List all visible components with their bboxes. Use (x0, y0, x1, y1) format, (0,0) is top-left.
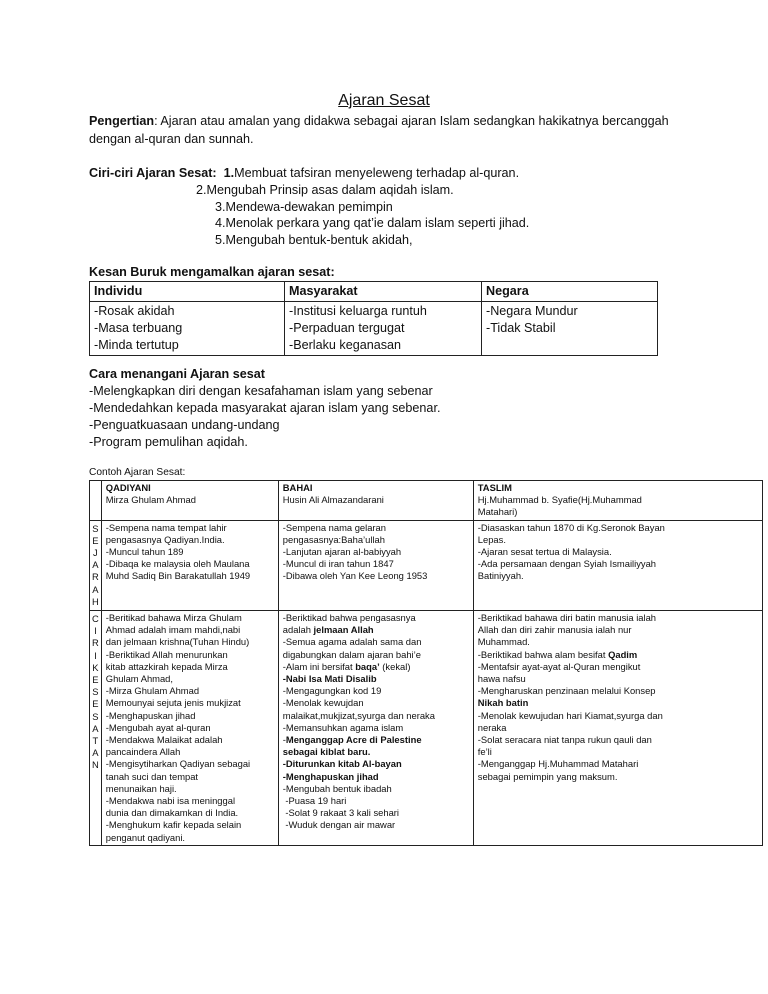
bahai-sejarah-line: -Muncul di iran tahun 1847 (282, 558, 394, 570)
side-letter: T (92, 735, 99, 747)
qadiyani-ciri-line: -Menghapuskan jihad (105, 709, 196, 721)
cara-item: -Penguatkuasaan undang-undang (89, 418, 280, 432)
qadiyani-ciri-line: pancaindera Allah (105, 746, 181, 758)
taslim-founder: Matahari) (477, 506, 518, 518)
cara-item: -Melengkapkan diri dengan kesafahaman islam yang sebenar (89, 384, 433, 398)
kesan-negara-item: -Negara Mundur (486, 304, 578, 318)
ciri-item-5: 5.Mengubah bentuk-bentuk akidah, (215, 233, 413, 247)
qadiyani-ciri-line: Ahmad adalah imam mahdi,nabi (105, 624, 241, 636)
side-letter: S (92, 522, 99, 534)
taslim-ciri-line: Nikah batin (477, 697, 529, 709)
qadiyani-ciri-line: -Mirza Ghulam Ahmad (105, 685, 200, 697)
bahai-ciri-cell (278, 611, 473, 846)
bahai-sejarah-line: -Lanjutan ajaran al-babiyyah (282, 546, 402, 558)
side-letter: R (92, 571, 99, 583)
ciri-label: Ciri-ciri Ajaran Sesat: (89, 166, 217, 180)
taslim-ciri-line: -Mengharuskan penzinaan melalui Konsep (477, 685, 656, 697)
bahai-sejarah-line: pengasasnya:Baha’ullah (282, 533, 385, 545)
taslim-ciri-line: -Menolak kewujudan hari Kiamat,syurga dan (477, 709, 663, 721)
qadiyani-ciri-line: dan jelmaan krishna(Tuhan Hindu) (105, 636, 250, 648)
taslim-ciri-line: Allah dan diri zahir manusia ialah nur (477, 624, 632, 636)
side-letter: A (92, 747, 99, 759)
qadiyani-sejarah-line: pengasasnya Qadiyan.India. (105, 533, 225, 545)
kesan-header-row (90, 282, 658, 302)
bahai-header-cell (278, 481, 473, 521)
bahai-ciri-line: -Menolak kewujdan (282, 697, 364, 709)
taslim-sejarah-line: -Ada persamaan dengan Syiah Ismailiyyah (477, 558, 657, 570)
bahai-ciri-line (283, 624, 469, 636)
kesan-header-masyarakat: Masyarakat (285, 282, 482, 302)
side-letter: A (92, 583, 99, 595)
kesan-masyarakat-cell (285, 302, 482, 356)
cara-item: -Mendedahkan kepada masyarakat ajaran islam yang sebenar. (89, 401, 441, 415)
side-letter: N (92, 759, 99, 771)
bahai-ciri-line: -Memansuhkan agama islam (282, 721, 404, 733)
bahai-ciri-line: -Beriktikad bahwa pengasasnya (282, 612, 416, 624)
cara-heading: Cara menangani Ajaran sesat (89, 367, 265, 381)
bahai-founder: Husin Ali Almazandarani (282, 494, 384, 506)
qadiyani-ciri-line: tanah suci dan tempat (105, 770, 199, 782)
bahai-ciri-line: -Mengagungkan kod 19 (282, 685, 382, 697)
ciri-num-1: 1. (223, 166, 235, 180)
qadiyani-sejarah-cell (101, 520, 278, 610)
bahai-ciri-bold: jelmaan Allah (313, 624, 374, 636)
taslim-ciri-line: Muhammad. (477, 636, 530, 648)
side-letter: E (92, 698, 99, 710)
qadiyani-ciri-cell (101, 611, 278, 846)
contoh-sejarah-row (90, 520, 763, 610)
side-letter: I (94, 649, 97, 661)
taslim-ciri-cell (473, 611, 762, 846)
side-letter: S (92, 710, 99, 722)
pengertian-label: Pengertian (89, 114, 155, 128)
qadiyani-ciri-line: -Mengisytiharkan Qadiyan sebagai (105, 758, 251, 770)
taslim-ciri-line: sebagai pemimpin yang maksum. (477, 770, 618, 782)
side-letter: J (93, 547, 98, 559)
ciri-item-1: Membuat tafsiran menyeleweng terhadap al-quran. (234, 166, 520, 180)
side-letter: S (92, 686, 99, 698)
contoh-header-row (90, 481, 763, 521)
bahai-ciri-line: digabungkan dalam ajaran bahi’e (282, 648, 421, 660)
contoh-ciri-row (90, 611, 763, 846)
side-letter: C (92, 613, 99, 625)
taslim-name: TASLIM (477, 482, 512, 493)
qadiyani-ciri-line: -Mengubah ayat al-quran (105, 721, 211, 733)
qadiyani-ciri-line: penganut qadiyani. (105, 831, 186, 843)
bahai-ciri-line: -Mengubah bentuk ibadah (282, 782, 392, 794)
qadiyani-ciri-line: Memounyai sejuta jenis mukjizat (105, 697, 241, 709)
kesan-table (89, 281, 658, 356)
bahai-ciri-line: -Solat 9 rakaat 3 kali sehari (282, 807, 399, 819)
bahai-ciri-line: sebagai kiblat baru. (282, 746, 371, 758)
taslim-sejarah-line: Batiniyyah. (477, 570, 524, 582)
side-letter: H (92, 595, 99, 607)
kesan-negara-item: -Tidak Stabil (486, 321, 556, 335)
qadiyani-sejarah-line: -Muncul tahun 189 (105, 546, 184, 558)
taslim-ciri-line: -Menganggap Hj.Muhammad Matahari (477, 758, 639, 770)
qadiyani-ciri-line: -Beriktikad Allah menurunkan (105, 648, 228, 660)
sejarah-side-label (90, 520, 102, 610)
qadiyani-ciri-line: Ghulam Ahmad, (105, 673, 174, 685)
qadiyani-ciri-line: dunia dan dimakamkan di India. (105, 807, 239, 819)
bahai-sejarah-line: -Dibawa oleh Yan Kee Leong 1953 (282, 570, 428, 582)
bahai-ciri-line (283, 661, 469, 673)
bahai-ciri-bold: baqa’ (355, 660, 380, 672)
kesan-masyarakat-item: -Berlaku keganasan (289, 338, 402, 352)
qadiyani-founder: Mirza Ghulam Ahmad (105, 494, 196, 506)
qadiyani-ciri-line: -Mendakwa nabi isa meninggal (105, 795, 236, 807)
side-letter: E (92, 534, 99, 546)
bahai-ciri-line: -Menghapuskan jihad (282, 770, 379, 782)
contoh-caption: Contoh Ajaran Sesat: (89, 467, 186, 478)
kesan-masyarakat-item: -Perpaduan tergugat (289, 321, 405, 335)
bahai-sejarah-cell (278, 520, 473, 610)
taslim-ciri-line: fe’li (477, 746, 492, 758)
side-letter: R (92, 637, 99, 649)
side-letter: K (92, 661, 99, 673)
ciri-line-1 (89, 165, 519, 182)
qadiyani-ciri-line: kitab attazkirah kepada Mirza (105, 660, 228, 672)
bahai-ciri-line: -Nabi Isa Mati Disalib (282, 673, 377, 685)
taslim-ciri-line (478, 649, 758, 661)
bahai-ciri-line: -Puasa 19 hari (282, 795, 347, 807)
bahai-ciri-line (283, 734, 469, 746)
page-title: Ajaran Sesat (338, 92, 430, 109)
kesan-heading: Kesan Buruk mengamalkan ajaran sesat: (89, 265, 335, 279)
side-letter: I (94, 625, 97, 637)
taslim-sejarah-line: -Ajaran sesat tertua di Malaysia. (477, 546, 612, 558)
bahai-ciri-line: -Diturunkan kitab Al-bayan (282, 758, 402, 770)
qadiyani-ciri-line: -Beritikad bahawa Mirza Ghulam (105, 612, 242, 624)
taslim-ciri-line: -Beriktikad bahawa diri batin manusia ialah (477, 612, 657, 624)
kesan-individu-item: -Rosak akidah (94, 304, 175, 318)
ciri-item-3: 3.Mendewa-dewakan pemimpin (215, 200, 393, 214)
taslim-ciri-bold: Qadim (608, 648, 638, 660)
taslim-ciri-line: neraka (477, 721, 507, 733)
contoh-corner-cell (90, 481, 102, 521)
bahai-ciri-bold: Menganggap Acre di Palestine (285, 734, 422, 746)
side-letter: A (92, 722, 99, 734)
kesan-header-negara: Negara (482, 282, 658, 302)
bahai-ciri-line: malaikat,mukjizat,syurga dan neraka (282, 709, 435, 721)
taslim-sejarah-cell (473, 520, 762, 610)
taslim-sejarah-line: Lepas. (477, 533, 506, 545)
kesan-individu-cell (90, 302, 285, 356)
ciri-item-4: 4.Menolak perkara yang qat’ie dalam islam seperti jihad. (215, 216, 530, 230)
taslim-header-cell (473, 481, 762, 521)
kesan-negara-cell (482, 302, 658, 356)
pengertian-line-1 (89, 113, 669, 130)
taslim-founder: Hj.Muhammad b. Syafie(Hj.Muhammad (477, 494, 642, 506)
taslim-ciri-line: -Mentafsir ayat-ayat al-Quran mengikut (477, 660, 641, 672)
qadiyani-name: QADIYANI (105, 482, 151, 493)
bahai-ciri-text: adalah (282, 624, 314, 636)
taslim-ciri-line: hawa nafsu (477, 673, 526, 685)
qadiyani-sejarah-line: Muhd Sadiq Bin Barakatullah 1949 (105, 570, 251, 582)
pengertian-text-1: : Ajaran atau amalan yang didakwa sebagai ajaran Islam sedangkan hakikatnya bercanggah (154, 114, 669, 128)
kesan-individu-item: -Masa terbuang (94, 321, 183, 335)
bahai-ciri-text: - (282, 734, 286, 746)
bahai-ciri-line: -Semua agama adalah sama dan (282, 636, 422, 648)
side-letter: E (92, 674, 99, 686)
qadiyani-sejarah-line: -Dibaqa ke malaysia oleh Maulana (105, 558, 250, 570)
qadiyani-header-cell (101, 481, 278, 521)
bahai-name: BAHAI (282, 482, 313, 493)
qadiyani-ciri-line: -Mendakwa Malaikat adalah (105, 734, 223, 746)
qadiyani-ciri-line: -Menghukum kafir kepada selain (105, 819, 242, 831)
side-letter: A (92, 559, 99, 571)
cara-item: -Program pemulihan aqidah. (89, 435, 248, 449)
bahai-ciri-text: -Alam ini bersifat (282, 660, 356, 672)
kesan-masyarakat-item: -Institusi keluarga runtuh (289, 304, 427, 318)
contoh-table (89, 480, 763, 846)
bahai-ciri-text: (kekal) (379, 660, 411, 672)
taslim-ciri-text: -Beriktikad bahwa alam besifat (477, 648, 609, 660)
ciri-item-2: 2.Mengubah Prinsip asas dalam aqidah islam. (196, 183, 454, 197)
pengertian-text-2: dengan al-quran dan sunnah. (89, 132, 254, 146)
taslim-ciri-line: -Solat seracara niat tanpa rukun qauli dan (477, 734, 652, 746)
bahai-ciri-line: -Wuduk dengan air mawar (282, 819, 396, 831)
bahai-sejarah-line: -Sempena nama gelaran (282, 521, 386, 533)
taslim-sejarah-line: -Diasaskan tahun 1870 di Kg.Seronok Bayan (477, 521, 665, 533)
qadiyani-ciri-line: menunaikan haji. (105, 782, 177, 794)
kesan-individu-item: -Minda tertutup (94, 338, 179, 352)
kesan-body-row (90, 302, 658, 356)
qadiyani-sejarah-line: -Sempena nama tempat lahir (105, 521, 227, 533)
ciri-side-label (90, 611, 102, 846)
kesan-header-individu: Individu (90, 282, 285, 302)
